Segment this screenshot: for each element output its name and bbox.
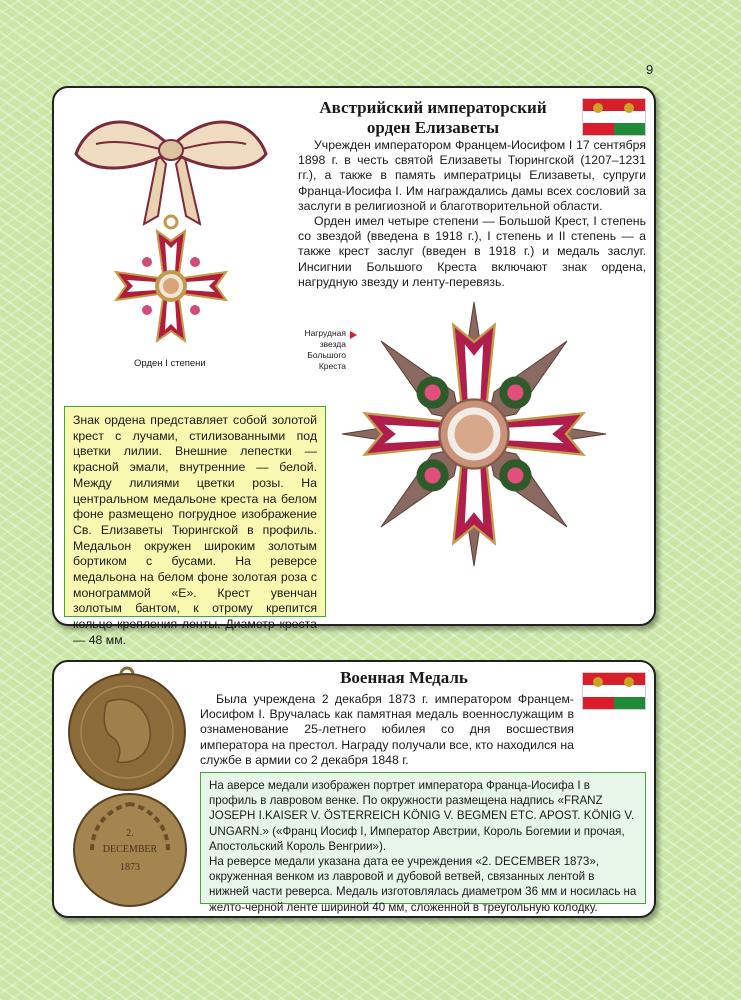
caption-star-line1: Нагрудная — [304, 328, 346, 338]
medal-reverse-number: 2. — [126, 828, 134, 839]
section2-title: Военная Медаль — [340, 668, 468, 687]
order-elisabeth-panel — [52, 86, 656, 647]
military-medal-panel — [52, 660, 656, 918]
medal-reverse-year: 1873 — [120, 862, 140, 873]
section1-paragraph2: Орден имел четыре степени — Большой Крест, I степень со звездой (введена в 1918 г.), I степень и II степень — а также крест заслуг (введен в 1918 г.) и медаль заслуг. Инсигнии Большого Креста включают знак ордена, нагрудную звезду и ленту-перевязь. — [298, 214, 646, 289]
medal-description-p1: На аверсе медали изображен портрет императора Франца-Иосифа I в профиль в лавровом венке. По окружности размещена надпись «FRANZ JOSEPH I.KAISER V. ÖSTERREICH KÖNIG V. BEGMEN ETC. APOST. KÖNIG V. UNGARN.» («Франц Иосиф I, Император Австрии, Король Богемии и прочая, Апостольский Король Венгрии»). — [209, 779, 635, 853]
section1-title — [310, 98, 556, 138]
order-first-class-image — [66, 94, 276, 356]
section2-text — [200, 692, 574, 768]
caption-star-line4: Креста — [318, 361, 346, 371]
medal-reverse-image — [70, 790, 190, 910]
breast-star-image — [338, 298, 610, 570]
page-number: 9 — [646, 62, 654, 77]
caption-star-line2: звезда — [319, 339, 346, 349]
austria-hungary-flag-icon — [582, 98, 646, 136]
medal-description-box — [200, 772, 646, 914]
medal-reverse-month: DECEMBER — [102, 844, 158, 855]
medal-description-p2: На реверсе медали указана дата ее учреждения «2. DECEMBER 1873», окруженная венком из лавровой и дубовой ветвей, связанных лентой в нижней части реверса. Медаль изготовлялась диаметром 36 мм и носилась на желто-черной ленте шириной 40 мм, сложенной в треугольную колодку. — [209, 855, 637, 914]
austria-hungary-flag-icon-2 — [582, 672, 646, 710]
order-description-box: Знак ордена представляет собой золотой крест с лучами, стилизованными под цветки лилии. Внешние лепестки — красной эмали, внутренние — белой. Между лилиями цветки розы. На центральном медальоне креста на белом фоне размещено погрудное изображение Св. Елизаветы Тюрингской в профиль. Медальон окружен широким золотым бортиком с бусами. На реверсе медальона на белом фоне золотая роза с монограммой «E». Крест увенчан золотым бантом, к отрому крепится кольцо крепления ленты. Диаметр креста — 48 мм. — [64, 406, 326, 617]
caption-order-first-class: Орден I степени — [134, 358, 206, 369]
section1-title-line1: Австрийский императорский — [319, 98, 547, 117]
medal-obverse-image — [62, 662, 192, 792]
section1-title-line2: орден Елизаветы — [366, 118, 500, 137]
section1-text — [298, 138, 646, 290]
caption-star-line3: Большого — [307, 350, 346, 360]
section1-paragraph1: Учрежден императором Францем-Иосифом I 17 сентября 1898 г. в честь святой Елизаветы Тюрингской (1207–1231 гг.), а также в память императрицы Елизаветы, супруги Франца-Иосифа I. Им награждались дамы всех сословий за заслуги в религиозной и благотворительной области. — [298, 138, 646, 213]
section2-paragraph1: Была учреждена 2 декабря 1873 г. императором Францем-Иосифом I. Вручалась как памятная медаль военнослужащим в ознаменование 25-летнего юбилея со дня восшествия императора на престол. Награду получали все, кто находился на службе в армии со 2 декабря 1848 г. — [200, 692, 574, 767]
caption-breast-star — [280, 328, 346, 372]
